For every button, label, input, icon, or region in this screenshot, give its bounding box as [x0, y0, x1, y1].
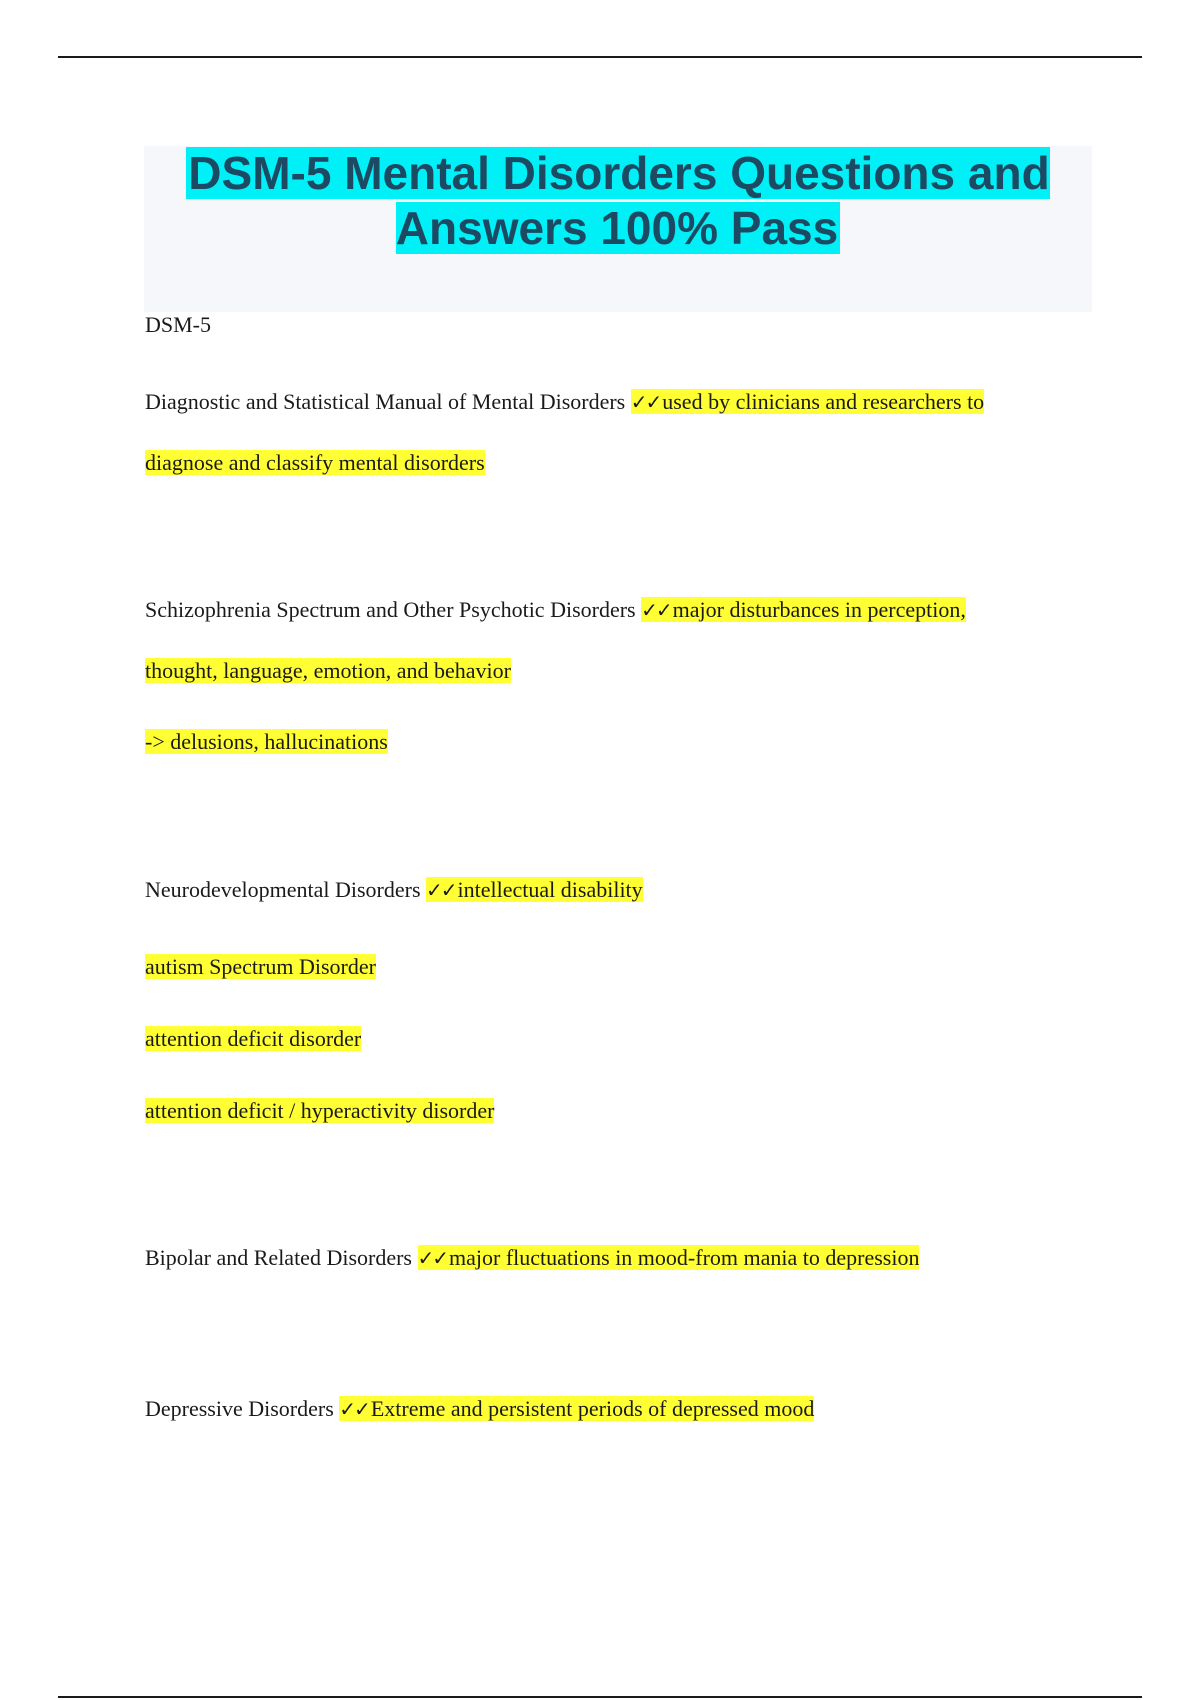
entry-answer-continued: autism Spectrum Disorder: [145, 954, 376, 979]
entry-term: Schizophrenia Spectrum and Other Psychotic Disorders: [145, 597, 636, 622]
entry-answer-continued: diagnose and classify mental disorders: [145, 450, 485, 475]
check-icon: ✓✓: [426, 878, 456, 902]
document-title-text: DSM-5 Mental Disorders Questions and Answers 100% Pass: [188, 147, 1050, 254]
entry-line: [145, 1243, 919, 1273]
footer-rule: [58, 1696, 1142, 1698]
entry-term: Neurodevelopmental Disorders: [145, 877, 421, 902]
entry-term: Bipolar and Related Disorders: [145, 1245, 412, 1270]
entry-answer-continued: attention deficit / hyperactivity disorder: [145, 1098, 495, 1123]
entry-answer-continued: attention deficit disorder: [145, 1026, 362, 1051]
document-title: [144, 146, 1092, 256]
check-icon: ✓✓: [630, 390, 661, 414]
entry-line: [145, 875, 643, 905]
entry-answer: ✓✓intellectual disability: [426, 877, 643, 902]
entry-answer: ✓✓Extreme and persistent periods of depressed mood: [339, 1396, 815, 1421]
subtitle: DSM-5: [145, 312, 212, 337]
entry-answer-continued: thought, language, emotion, and behavior: [145, 658, 511, 683]
entry-answer: ✓✓used by clinicians and researchers to: [630, 389, 985, 414]
entry-term: Diagnostic and Statistical Manual of Mental Disorders: [145, 389, 626, 414]
entry-answer: ✓✓major fluctuations in mood-from mania to depression: [417, 1245, 920, 1270]
title-box: [144, 146, 1092, 312]
check-icon: ✓✓: [641, 598, 671, 622]
entry-line: [145, 387, 984, 417]
entry-term: Depressive Disorders: [145, 1396, 334, 1421]
check-icon: ✓✓: [417, 1246, 448, 1270]
header-rule: [58, 56, 1142, 58]
entry-line: [145, 1394, 814, 1424]
entry-answer-continued: -> delusions, hallucinations: [145, 729, 388, 754]
check-icon: ✓✓: [339, 1397, 369, 1421]
entry-answer: ✓✓major disturbances in perception,: [641, 597, 966, 622]
entry-line: [145, 595, 966, 625]
